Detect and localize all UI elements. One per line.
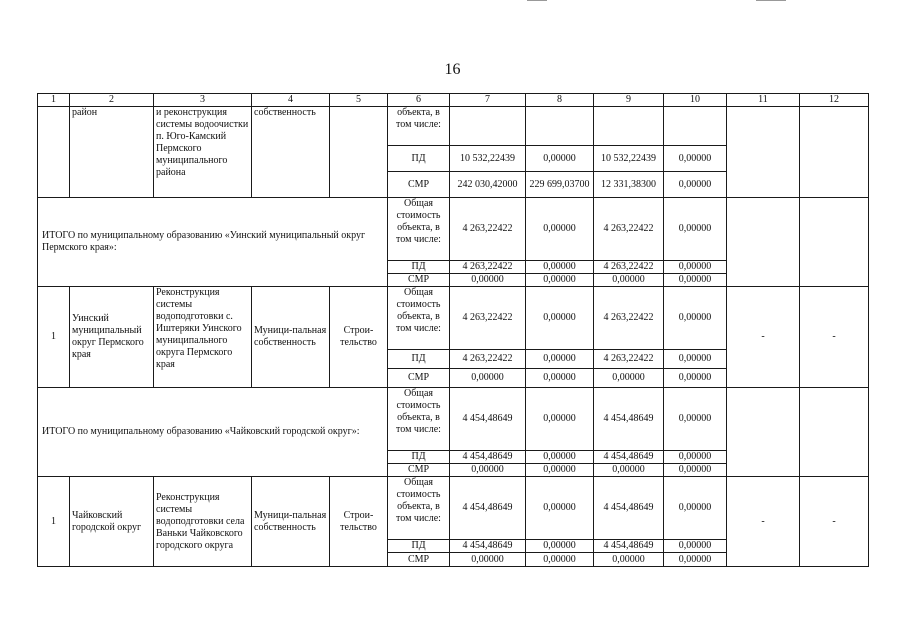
cell-value: 0,00000 — [450, 369, 526, 388]
cell-value: 4 454,48649 — [594, 540, 664, 553]
cell-indicator-smr: СМР — [388, 369, 450, 388]
itogo-label: ИТОГО по муниципальному образованию «Уинский муниципальный округ Пермского края»: — [38, 198, 388, 287]
cell-value — [664, 107, 727, 146]
cell-ownership: собственность — [252, 107, 330, 198]
cell-indicator: объекта, в том числе: — [388, 107, 450, 146]
header-cell: 8 — [526, 94, 594, 107]
cell-indicator-pd: ПД — [388, 146, 450, 172]
cell-indicator-pd: ПД — [388, 540, 450, 553]
cell-value: 0,00000 — [526, 261, 594, 274]
cell-indicator-smr: СМР — [388, 464, 450, 477]
header-cell: 6 — [388, 94, 450, 107]
cell-value: 0,00000 — [664, 172, 727, 198]
cell-value: 4 263,22422 — [594, 198, 664, 261]
cell-indicator-smr: СМР — [388, 172, 450, 198]
itogo-label: ИТОГО по муниципальному образованию «Чайковский городской округ»: — [38, 388, 388, 477]
cell-col11: - — [727, 287, 800, 388]
cell-value: 0,00000 — [450, 464, 526, 477]
cell-value: 4 263,22422 — [450, 287, 526, 350]
cell-ownership: Муници-пальная собственность — [252, 477, 330, 567]
cell-value: 0,00000 — [594, 369, 664, 388]
cell-value: 10 532,22439 — [594, 146, 664, 172]
cell-indicator-smr: СМР — [388, 274, 450, 287]
cell-col5 — [330, 107, 388, 198]
cell-value: 0,00000 — [526, 540, 594, 553]
cell-col12: - — [800, 287, 869, 388]
table-row — [38, 388, 869, 451]
cell-value: 10 532,22439 — [450, 146, 526, 172]
cell-col12: - — [800, 477, 869, 567]
cell-col12 — [800, 388, 869, 477]
cell-work-type: Строи-тельство — [330, 477, 388, 567]
cell-value: 0,00000 — [664, 198, 727, 261]
cell-municipality: Уинский муниципальный округ Пермского края — [70, 287, 154, 388]
header-cell: 7 — [450, 94, 526, 107]
cell-object-name: Реконструкция системы водоподготовки села Ваньки Чайковского городского округа — [154, 477, 252, 567]
cell-value: 4 454,48649 — [450, 451, 526, 464]
header-row — [38, 94, 869, 107]
cell-value: 0,00000 — [664, 261, 727, 274]
cell-value: 4 454,48649 — [594, 477, 664, 540]
page-number: 16 — [444, 61, 461, 78]
cell-value: 0,00000 — [664, 388, 727, 451]
budget-table — [37, 93, 869, 567]
header-cell: 4 — [252, 94, 330, 107]
cell-value: 4 263,22422 — [450, 350, 526, 369]
cell-value — [526, 107, 594, 146]
table-row — [38, 198, 869, 261]
cell-indicator-pd: ПД — [388, 451, 450, 464]
cell-municipality: район — [70, 107, 154, 198]
cell-object-name: Реконструкция системы водоподготовки с. Иштеряки Уинского муниципального округа Пермского края — [154, 287, 252, 388]
cell-value: 4 454,48649 — [594, 388, 664, 451]
cell-ownership: Муници-пальная собственность — [252, 287, 330, 388]
cell-value: 0,00000 — [526, 369, 594, 388]
cell-value: 0,00000 — [526, 274, 594, 287]
cell-col11 — [727, 388, 800, 477]
table-row — [38, 287, 869, 350]
scan-mark — [756, 0, 786, 1]
cell-value — [450, 107, 526, 146]
cell-value: 4 263,22422 — [594, 261, 664, 274]
cell-col11 — [727, 107, 800, 198]
header-cell: 11 — [727, 94, 800, 107]
cell-municipality: Чайковский городской округ — [70, 477, 154, 567]
cell-value: 0,00000 — [664, 274, 727, 287]
header-cell: 3 — [154, 94, 252, 107]
cell-value: 0,00000 — [526, 388, 594, 451]
table-row — [38, 477, 869, 540]
cell-value: 0,00000 — [526, 287, 594, 350]
cell-value — [594, 107, 664, 146]
cell-col11 — [727, 198, 800, 287]
cell-value: 4 263,22422 — [450, 198, 526, 261]
cell-value: 0,00000 — [526, 464, 594, 477]
cell-row-number: 1 — [38, 287, 70, 388]
cell-value: 0,00000 — [450, 274, 526, 287]
cell-value: 0,00000 — [526, 451, 594, 464]
cell-value: 0,00000 — [526, 477, 594, 540]
cell-value: 242 030,42000 — [450, 172, 526, 198]
cell-value: 0,00000 — [664, 287, 727, 350]
cell-indicator: Общая стоимость объекта, в том числе: — [388, 198, 450, 261]
cell-value: 4 263,22422 — [594, 287, 664, 350]
cell-value: 229 699,03700 — [526, 172, 594, 198]
cell-value: 4 454,48649 — [450, 477, 526, 540]
cell-col12 — [800, 198, 869, 287]
cell-value: 0,00000 — [664, 464, 727, 477]
cell-value: 4 263,22422 — [450, 261, 526, 274]
cell-value: 0,00000 — [526, 198, 594, 261]
cell-value: 4 454,48649 — [450, 388, 526, 451]
header-cell: 10 — [664, 94, 727, 107]
cell-value: 0,00000 — [664, 540, 727, 553]
cell-col11: - — [727, 477, 800, 567]
cell-value: 0,00000 — [664, 369, 727, 388]
cell-value: 0,00000 — [526, 553, 594, 567]
cell-value: 4 263,22422 — [594, 350, 664, 369]
cell-value: 4 454,48649 — [594, 451, 664, 464]
cell-object-name: и реконструкция системы водоочистки п. Юго-Камский Пермского муниципального района — [154, 107, 252, 198]
cell-value: 0,00000 — [664, 477, 727, 540]
cell-value: 0,00000 — [664, 350, 727, 369]
cell-indicator: Общая стоимость объекта, в том числе: — [388, 477, 450, 540]
scan-mark — [527, 0, 547, 1]
cell-value: 0,00000 — [594, 553, 664, 567]
cell-col12 — [800, 107, 869, 198]
cell-indicator: Общая стоимость объекта, в том числе: — [388, 287, 450, 350]
cell-value: 4 454,48649 — [450, 540, 526, 553]
cell-col1 — [38, 107, 70, 198]
cell-indicator-smr: СМР — [388, 553, 450, 567]
cell-value: 0,00000 — [594, 464, 664, 477]
cell-indicator: Общая стоимость объекта, в том числе: — [388, 388, 450, 451]
cell-work-type: Строи-тельство — [330, 287, 388, 388]
cell-value: 12 331,38300 — [594, 172, 664, 198]
header-cell: 1 — [38, 94, 70, 107]
cell-value: 0,00000 — [664, 553, 727, 567]
cell-value: 0,00000 — [526, 350, 594, 369]
table-row — [38, 107, 869, 146]
cell-indicator-pd: ПД — [388, 261, 450, 274]
cell-value: 0,00000 — [526, 146, 594, 172]
header-cell: 2 — [70, 94, 154, 107]
cell-value: 0,00000 — [450, 553, 526, 567]
cell-value: 0,00000 — [594, 274, 664, 287]
header-cell: 5 — [330, 94, 388, 107]
cell-row-number: 1 — [38, 477, 70, 567]
cell-indicator-pd: ПД — [388, 350, 450, 369]
cell-value: 0,00000 — [664, 146, 727, 172]
header-cell: 9 — [594, 94, 664, 107]
header-cell: 12 — [800, 94, 869, 107]
cell-value: 0,00000 — [664, 451, 727, 464]
